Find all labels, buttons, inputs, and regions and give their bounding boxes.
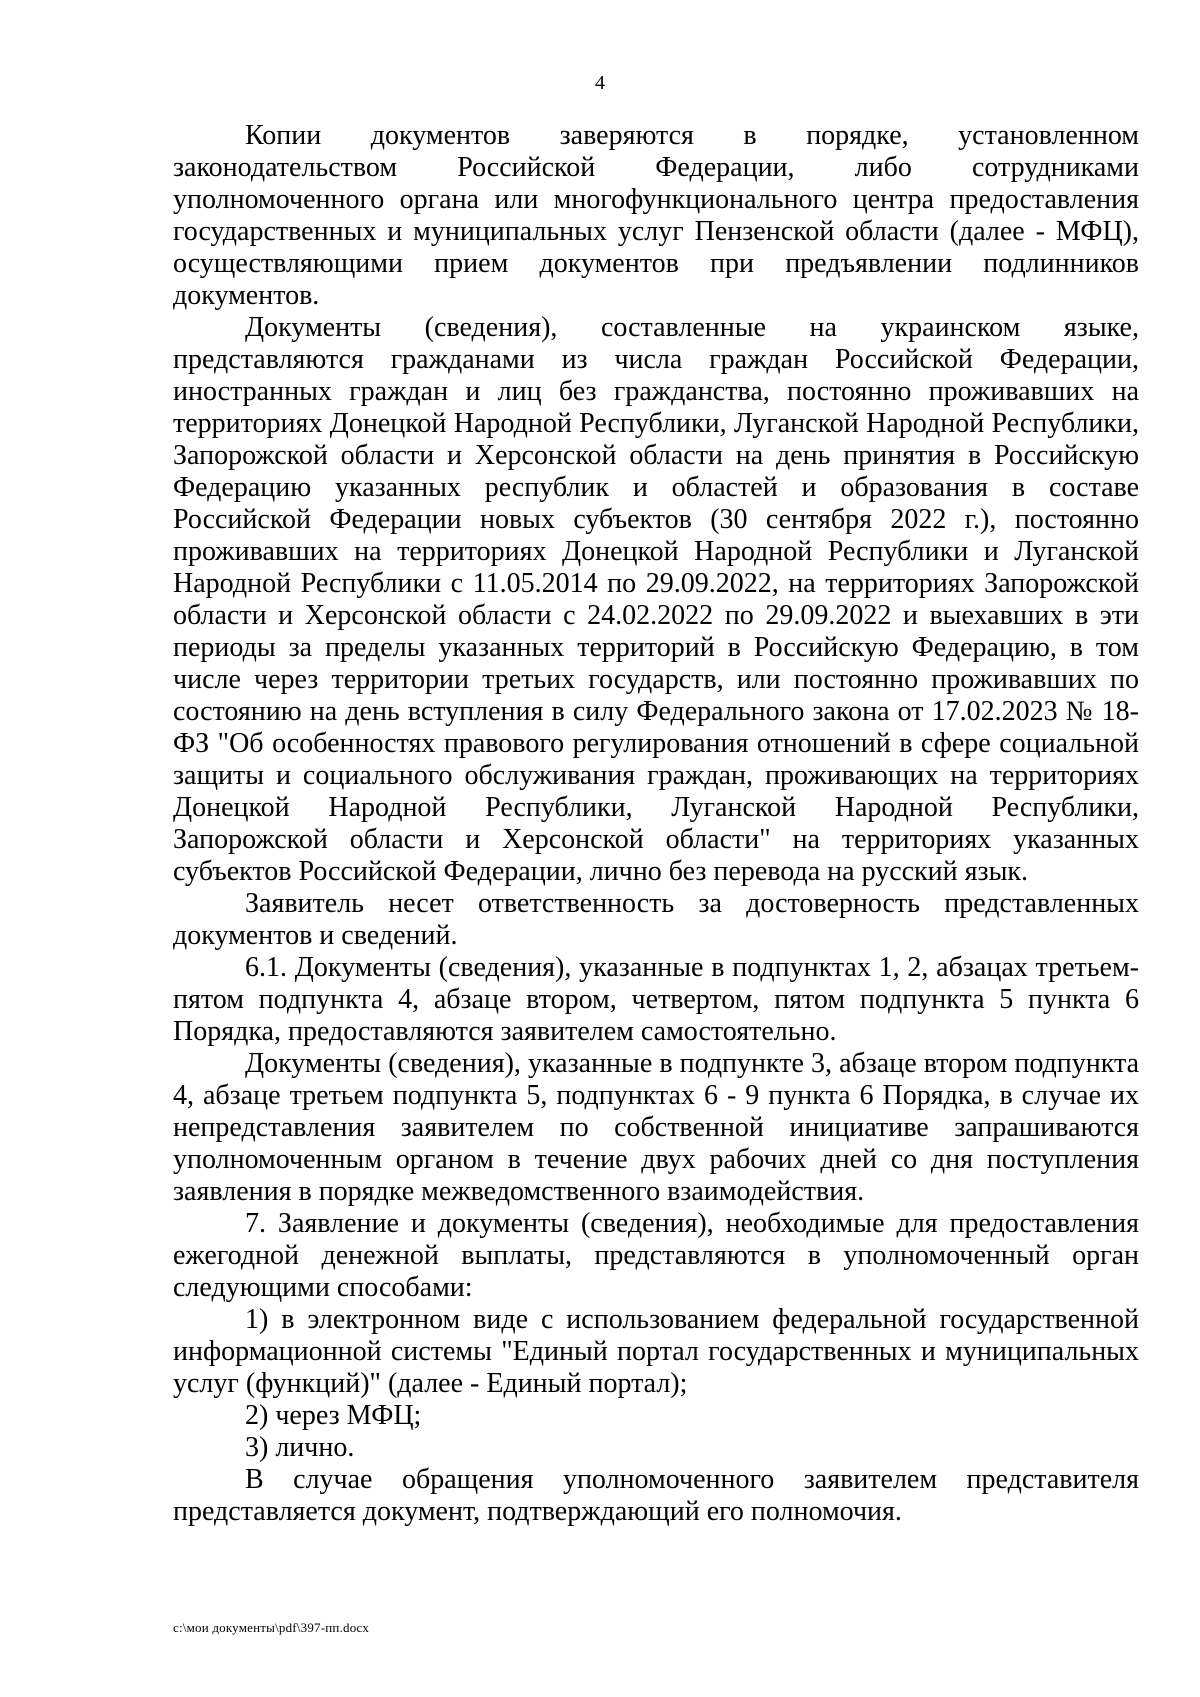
document-body	[173, 120, 1139, 1528]
paragraph-ukrainian-documents: Документы (сведения), составленные на украинском языке, представляются гражданами из числа граждан Российской Федерации, иностранных граждан и лиц без гражданства, постоянно проживавших на территориях Донецкой Народной Республики, Луганской Народной Республики, Запорожской области и Херсонской области на день принятия в Российскую Федерацию указанных республик и областей и образования в составе Российской Федерации новых субъектов (30 сентября 2022 г.), постоянно проживавших на территориях Донецкой Народной Республики и Луганской Народной Республики с 11.05.2014 по 29.09.2022, на территориях Запорожской области и Херсонской области с 24.02.2022 по 29.09.2022 и выехавших в эти периоды за пределы указанных территорий в Российскую Федерацию, в том числе через территории третьих государств, или постоянно проживавших по состоянию на день вступления в силу Федерального закона от 17.02.2023 № 18-ФЗ "Об особенностях правового регулирования отношений в сфере социальной защиты и социального обслуживания граждан, проживающих на территориях Донецкой Народной Республики, Луганской Народной Республики, Запорожской области и Херсонской области" на территориях указанных субъектов Российской Федерации, лично без перевода на русский язык.	[173, 312, 1139, 887]
list-item-electronic: 1) в электронном виде с использованием федеральной государственной информационной системы "Единый портал государственных и муниципальных услуг (функций)" (далее - Единый портал);	[173, 1304, 1139, 1399]
page-number: 4	[595, 72, 605, 94]
paragraph-document-copies: Копии документов заверяются в порядке, установленном законодательством Российской Федерации, либо сотрудниками уполномоченного органа или многофункционального центра предоставления государственных и муниципальных услуг Пензенской области (далее - МФЦ), осуществляющими прием документов при предъявлении подлинников документов.	[173, 120, 1139, 311]
paragraph-applicant-responsibility: Заявитель несет ответственность за достоверность представленных документов и сведений.	[173, 888, 1139, 951]
footer-file-path: c:\мои документы\pdf\397-пп.docx	[173, 1620, 370, 1635]
paragraph-interagency-requests: Документы (сведения), указанные в подпункте 3, абзаце втором подпункта 4, абзаце третьем подпункта 5, подпунктах 6 - 9 пункта 6 Порядка, в случае их непредставления заявителем по собственной инициативе запрашиваются уполномоченным органом в течение двух рабочих дней со дня поступления заявления в порядке межведомственного взаимодействия.	[173, 1048, 1139, 1207]
paragraph-representative: В случае обращения уполномоченного заявителем представителя представляется документ, подтверждающий его полномочия.	[173, 1464, 1139, 1527]
list-item-in-person: 3) лично.	[245, 1432, 355, 1463]
paragraph-clause-6-1: 6.1. Документы (сведения), указанные в подпунктах 1, 2, абзацах третьем-пятом подпункта 4, абзаце втором, четвертом, пятом подпункта 5 пункта 6 Порядка, предоставляются заявителем самостоятельно.	[173, 952, 1139, 1047]
paragraph-clause-7: 7. Заявление и документы (сведения), необходимые для предоставления ежегодной денежной выплаты, представляются в уполномоченный орган следующими способами:	[173, 1208, 1139, 1303]
list-item-mfc: 2) через МФЦ;	[245, 1400, 422, 1431]
